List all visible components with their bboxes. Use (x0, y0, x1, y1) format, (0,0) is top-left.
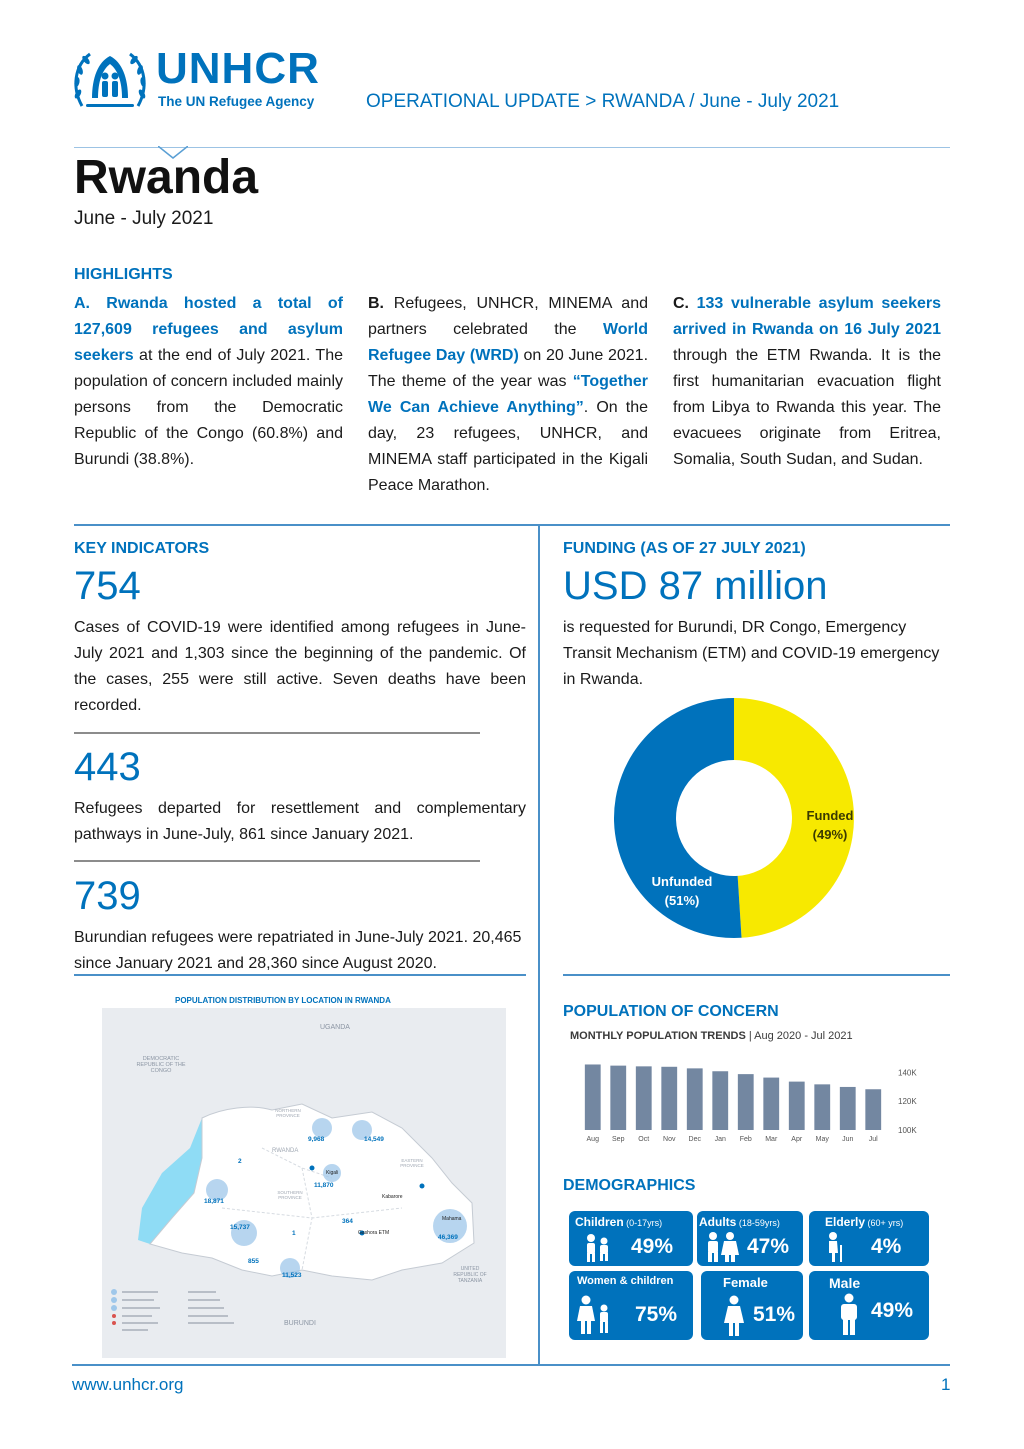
y-tick-label: 100K (898, 1126, 917, 1135)
map-label-kigali: Kigali (326, 1170, 339, 1176)
logo-tagline: The UN Refugee Agency (158, 94, 315, 109)
population-bar (585, 1064, 601, 1130)
tile-value: 75% (635, 1303, 678, 1326)
population-trend-title-bold: MONTHLY POPULATION TRENDS (570, 1030, 746, 1042)
highlight-b-letter: B. (368, 295, 384, 312)
population-distribution-map (102, 1008, 506, 1358)
map-camp-value: 364 (342, 1218, 353, 1225)
map-label-southern-province: SOUTHERN PROVINCE (277, 1190, 303, 1200)
funding-bottom-divider (563, 974, 950, 976)
highlight-b-bold-1: World Refugee Day (WRD) (368, 321, 648, 364)
population-bar (738, 1074, 754, 1130)
population-bar (712, 1071, 728, 1130)
page-number: 1 (941, 1375, 951, 1394)
bar-category-label: Jan (714, 1136, 726, 1143)
map-label-uganda: UGANDA (320, 1024, 350, 1031)
female-icon (723, 1295, 745, 1337)
logo-wordmark: UNHCR (156, 44, 320, 93)
funding-text: is requested for Burundi, DR Congo, Emergency Transit Mechanism (ETM) and COVID-19 emergency in Rwanda. (563, 619, 940, 688)
highlight-b (368, 291, 648, 499)
tile-label-text: Children (575, 1215, 624, 1229)
map-label-rwanda: RWANDA (272, 1148, 299, 1154)
map-camp-value: 11,870 (314, 1182, 334, 1189)
bar-category-label: Feb (739, 1136, 752, 1143)
indicator-resettlement-text: Refugees departed for resettlement and complementary pathways in June-July, 861 since January 2021. (74, 800, 526, 843)
map-label-tanzania: UNITED REPUBLIC OF TANZANIA (453, 1266, 487, 1284)
population-trend-title-period: | Aug 2020 - Jul 2021 (745, 1030, 853, 1042)
highlight-c-letter: C. (673, 295, 689, 312)
map-camp-value: 11,523 (282, 1272, 302, 1279)
highlight-c-text: through the ETM Rwanda. It is the first humanitarian evacuation flight from Libya to Rwanda this year. The evacuees originate from Eritrea, Somalia, South Sudan, and Sudan. (673, 347, 941, 468)
indicator-covid-text: Cases of COVID-19 were identified among refugees in June-July 2021 and 1,303 since the beginning of the pandemic. Of the cases, 255 were still active. Seven deaths have been recorded. (74, 619, 526, 714)
map-camp-value: 46,369 (438, 1234, 458, 1241)
tile-label-text: Elderly (825, 1215, 866, 1229)
footer-divider (72, 1364, 950, 1366)
tile-label-sub: (0-17yrs) (623, 1218, 663, 1228)
footer-website-link[interactable]: www.unhcr.org (72, 1375, 184, 1394)
bar-category-label: Jul (868, 1136, 878, 1143)
tile-label (829, 1275, 860, 1291)
population-bar (789, 1082, 805, 1130)
male-icon (837, 1293, 861, 1337)
header-divider (74, 147, 950, 148)
tile-value: 47% (747, 1235, 790, 1258)
column-divider (538, 526, 540, 1366)
population-bar (636, 1066, 652, 1130)
children-icon (583, 1233, 611, 1263)
funding-donut-chart (600, 698, 870, 948)
tile-label-text: Adults (699, 1215, 737, 1229)
bar-category-label: May (815, 1136, 829, 1143)
demographic-tile-elderly (809, 1211, 929, 1266)
indicator-divider (74, 860, 480, 862)
map-label-eastern-province: EASTERN PROVINCE (400, 1158, 424, 1168)
demographic-tile-children (569, 1211, 693, 1266)
population-bar (610, 1066, 626, 1130)
bar-category-label: Jun (842, 1136, 854, 1143)
population-bar (763, 1078, 779, 1130)
bar-category-label: Dec (688, 1136, 701, 1143)
indicators-bottom-divider (74, 974, 526, 976)
map-label-gashora: Gashora ETM (358, 1230, 390, 1236)
map-label-drc: DEMOCRATIC REPUBLIC OF THE CONGO (136, 1056, 186, 1074)
tile-label (577, 1275, 673, 1287)
map-camp-value: 855 (248, 1258, 259, 1265)
elderly-icon (823, 1231, 847, 1263)
operational-update-title: OPERATIONAL UPDATE > RWANDA / June - July 2021 (366, 91, 840, 112)
demographic-tile-women-children (569, 1271, 693, 1340)
donut-label-unfunded: Unfunded (51%) (651, 874, 713, 908)
bar-category-label: Oct (638, 1136, 650, 1143)
highlight-a-letter: A. (74, 295, 90, 312)
indicator-repatriation-text: Burundian refugees were repatriated in June-July 2021. 20,465 since January 2021 and 28,360 since August 2020. (74, 929, 522, 972)
highlight-b-text-2: on 20 June 2021. The theme of the year was (368, 347, 649, 390)
funding-amount: USD 87 million (563, 564, 828, 608)
report-period: June - July 2021 (74, 208, 214, 229)
map-title: POPULATION DISTRIBUTION BY LOCATION IN RWANDA (175, 996, 391, 1005)
indicator-covid-value: 754 (74, 564, 141, 608)
funding-heading: FUNDING (AS OF 27 JULY 2021) (563, 540, 806, 557)
map-camp-value: 9,968 (308, 1136, 325, 1143)
women-children-icon (577, 1295, 613, 1335)
map-camp-value: 18,871 (204, 1198, 224, 1205)
demographic-tile-adults (697, 1211, 803, 1266)
bar-category-label: Nov (663, 1136, 676, 1143)
tile-label (723, 1275, 768, 1290)
tile-label-sub: (18-59yrs) (736, 1218, 780, 1228)
population-bar (814, 1084, 830, 1130)
adults-icon (705, 1231, 739, 1263)
y-tick-label: 140K (898, 1068, 917, 1078)
tile-value: 49% (871, 1299, 914, 1322)
demographic-tile-male (809, 1271, 929, 1340)
demographics-heading: DEMOGRAPHICS (563, 1177, 696, 1194)
tile-label (699, 1215, 780, 1229)
unhcr-logo (72, 44, 342, 114)
demographic-tile-female (701, 1271, 803, 1340)
map-camp-value: 2 (238, 1158, 242, 1165)
bar-category-label: Mar (765, 1136, 778, 1143)
map-camp-value: 14,549 (364, 1136, 384, 1143)
population-bar (687, 1068, 703, 1130)
highlight-a-bold: Rwanda hosted a total of 127,609 refugees and asylum seekers (74, 295, 344, 364)
highlights-heading: HIGHLIGHTS (74, 266, 173, 283)
highlight-b-text-3: . On the day, 23 refugees, UNHCR, and MINEMA staff participated in the Kigali Peace Marathon. (368, 399, 649, 494)
bar-category-label: Apr (791, 1136, 803, 1143)
donut-label-funded: Funded (49%) (806, 808, 854, 842)
map-label-northern-province: NORTHERN PROVINCE (275, 1108, 301, 1118)
unhcr-emblem-icon (72, 48, 148, 112)
highlight-a (74, 291, 343, 473)
y-tick-label: 120K (898, 1097, 917, 1107)
map-label-burundi: BURUNDI (284, 1320, 316, 1327)
tile-label (825, 1215, 903, 1229)
highlight-c-bold: 133 vulnerable asylum seekers arrived in Rwanda on 16 July 2021 (673, 295, 941, 338)
highlight-c (673, 291, 941, 473)
indicator-resettlement-value: 443 (74, 745, 141, 789)
bar-category-label: Sep (612, 1136, 625, 1143)
population-bar (661, 1067, 677, 1130)
tile-label-text: Women & children (577, 1275, 674, 1287)
map-camp-value: 15,737 (230, 1224, 250, 1231)
tile-label (575, 1215, 662, 1229)
tile-value: 51% (753, 1303, 796, 1326)
indicator-repatriation-value: 739 (74, 874, 141, 918)
map-camp-value: 1 (292, 1230, 296, 1237)
tile-label-text: Male (829, 1275, 861, 1291)
population-heading: POPULATION OF CONCERN (563, 1003, 779, 1020)
map-legend (108, 1286, 278, 1344)
highlight-b-bold-2: “Together We Can Achieve Anything” (368, 373, 648, 416)
population-trend-title (570, 1030, 853, 1042)
map-label-mahama: Mahama (442, 1216, 462, 1222)
key-indicators-heading: KEY INDICATORS (74, 540, 210, 557)
tile-value: 49% (631, 1235, 674, 1258)
population-bar (865, 1089, 881, 1130)
indicator-divider (74, 732, 480, 734)
population-trend-bar-chart (570, 1050, 930, 1150)
page-title: Rwanda (74, 151, 259, 204)
highlight-b-text-1: Refugees, UNHCR, MINEMA and partners celebrated the (368, 295, 648, 338)
tile-value: 4% (871, 1235, 902, 1258)
map-label-kabarore: Kabarore (382, 1194, 403, 1200)
tile-label-sub: (60+ yrs) (865, 1218, 904, 1228)
population-bar (840, 1087, 856, 1130)
bar-category-label: Aug (586, 1136, 599, 1143)
highlight-a-text: at the end of July 2021. The population of concern included mainly persons from the Democratic Republic of the Congo (60.8%) and Burundi (38.8%). (74, 347, 343, 468)
tile-label-text: Female (723, 1275, 768, 1290)
highlights-divider (74, 524, 950, 526)
